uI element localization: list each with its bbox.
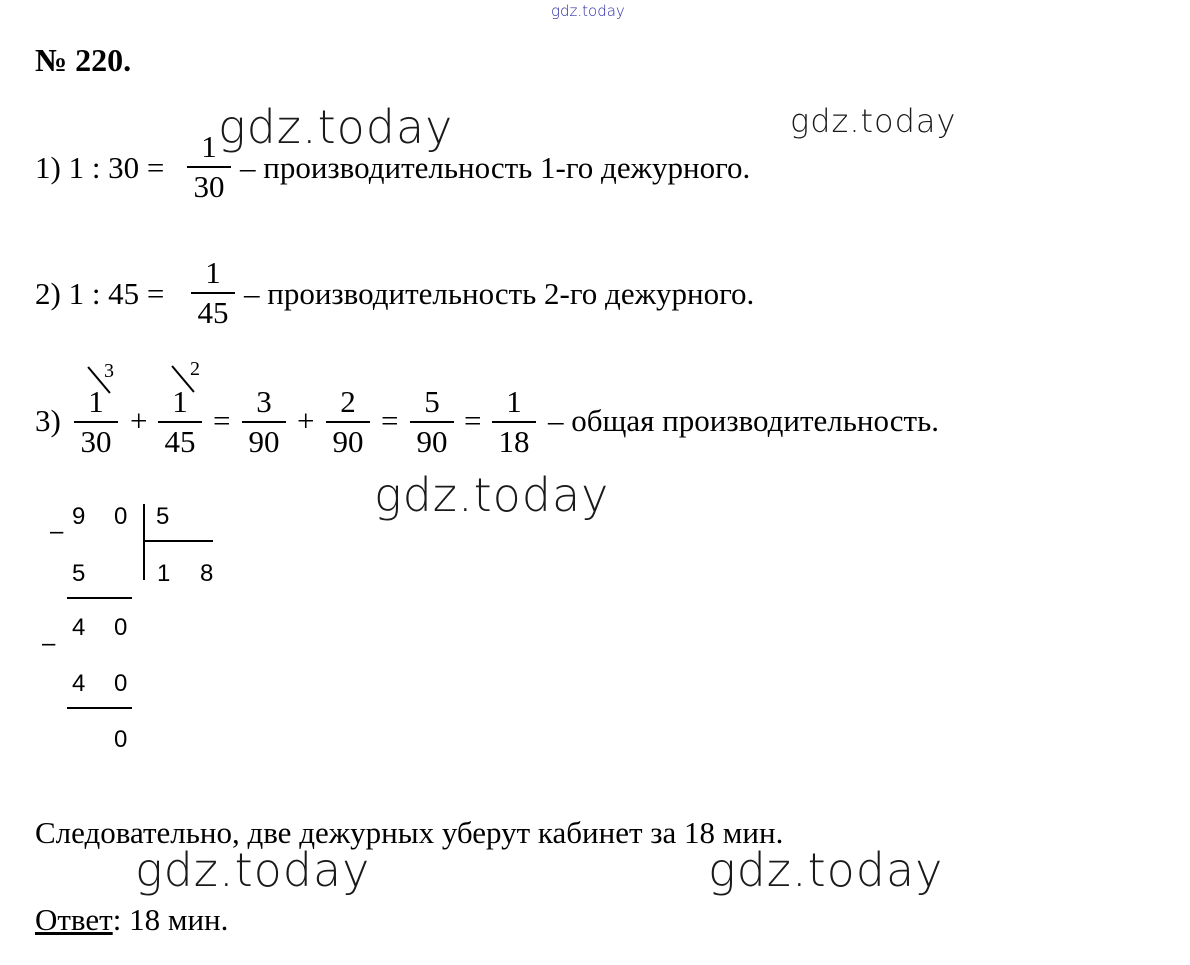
- plus-sign: +: [297, 403, 315, 438]
- answer-value: 18 мин.: [121, 902, 229, 937]
- dividend-digit: 0: [114, 503, 128, 530]
- watermark: gdz.today: [708, 843, 944, 897]
- step3-fraction-5: [410, 385, 454, 459]
- step3-label: 3): [35, 403, 61, 438]
- watermark: gdz.today: [218, 100, 454, 154]
- division-minus-sign: –: [42, 630, 56, 657]
- division-bracket-horizontal: [143, 540, 213, 542]
- fraction-bar: [492, 421, 536, 423]
- numerator: 1: [88, 384, 104, 419]
- step3-text: – общая производительность.: [548, 403, 939, 438]
- answer-colon: :: [112, 902, 122, 937]
- plus-sign: +: [130, 403, 148, 438]
- numerator: 5: [424, 384, 440, 419]
- step2-numerator: 1: [205, 255, 221, 290]
- denominator: 30: [80, 424, 112, 459]
- subtrahend-1: 5: [72, 560, 86, 587]
- step1-denominator: 30: [193, 169, 225, 204]
- subtrahend-2-digit: 4: [72, 670, 86, 697]
- step2-text: – производительность 2-го дежурного.: [244, 276, 755, 311]
- final-remainder: 0: [114, 726, 128, 753]
- watermark: gdz.today: [790, 102, 957, 140]
- numerator: 3: [256, 384, 272, 419]
- remainder-digit: 4: [72, 614, 86, 641]
- subtraction-line: [67, 597, 132, 599]
- step3-fraction-6: [492, 385, 536, 459]
- denominator: 90: [332, 424, 364, 459]
- quotient-digit: 8: [200, 560, 214, 587]
- step3-fraction-2: [158, 385, 202, 459]
- step1-text: – производительность 1-го дежурного.: [240, 150, 751, 185]
- step3-fraction-1: [74, 385, 118, 459]
- quotient-digit: 1: [157, 560, 171, 587]
- step2-label: 2) 1 : 45 =: [35, 276, 165, 311]
- watermark-top: gdz.today: [551, 2, 625, 20]
- multiplier: 2: [190, 358, 200, 380]
- conclusion-text: Следовательно, две дежурных уберут кабинет за 18 мин.: [35, 815, 784, 850]
- step1-numerator: 1: [201, 129, 217, 164]
- multiplier: 3: [104, 360, 114, 382]
- division-bracket-vertical: [143, 504, 145, 580]
- division-minus-sign: –: [50, 518, 64, 545]
- numerator: 1: [506, 384, 522, 419]
- numerator: 1: [172, 384, 188, 419]
- remainder-digit: 0: [114, 614, 128, 641]
- fraction-bar: [410, 421, 454, 423]
- numerator: 2: [340, 384, 356, 419]
- step2-denominator: 45: [197, 295, 229, 330]
- fraction-bar: [158, 421, 202, 423]
- watermark: gdz.today: [374, 468, 610, 522]
- denominator: 90: [248, 424, 280, 459]
- fraction-bar: [74, 421, 118, 423]
- answer: [35, 902, 228, 938]
- step1-label: 1) 1 : 30 =: [35, 150, 165, 185]
- step1-fraction: [187, 130, 231, 204]
- step2-fraction: [191, 256, 235, 330]
- denominator: 90: [416, 424, 448, 459]
- watermark: gdz.today: [135, 843, 371, 897]
- step3-fraction-3: [242, 385, 286, 459]
- answer-label: Ответ: [35, 902, 113, 937]
- equals-sign: =: [464, 403, 482, 438]
- denominator: 18: [498, 424, 530, 459]
- fraction-bar: [242, 421, 286, 423]
- dividend-digit: 9: [72, 503, 86, 530]
- fraction-bar: [187, 166, 231, 168]
- equals-sign: =: [213, 403, 231, 438]
- fraction-bar: [191, 292, 235, 294]
- denominator: 45: [164, 424, 196, 459]
- fraction-bar: [326, 421, 370, 423]
- subtraction-line: [67, 707, 132, 709]
- problem-number: № 220.: [35, 42, 132, 78]
- equals-sign: =: [381, 403, 399, 438]
- divisor: 5: [156, 503, 170, 530]
- subtrahend-2-digit: 0: [114, 670, 128, 697]
- step3-fraction-4: [326, 385, 370, 459]
